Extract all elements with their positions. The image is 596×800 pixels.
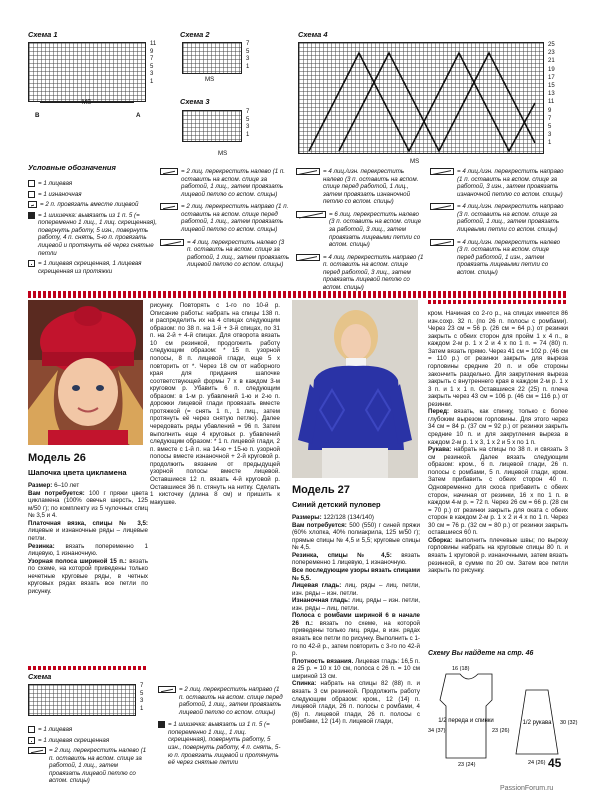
- row-number: 3: [246, 124, 250, 131]
- schema4-row-numbers: [548, 41, 555, 148]
- scheme-reference: Схему Вы найдете на стр. 46: [428, 650, 534, 657]
- schema4-grid: [298, 42, 544, 154]
- model26-title: Модель 26: [28, 452, 86, 464]
- model26-legend: = 1 лицевая = 1 лицевая скрещенная = 2 лиц. перекрестить налево (1 п. оставить на вспом. спице за работой, 1 лиц., затем провязать лицевой петлю со вспом. спицы): [28, 726, 150, 788]
- bobble-symbol-icon: [28, 212, 35, 219]
- row-number: 1: [548, 140, 552, 147]
- page-number: 45: [548, 756, 562, 770]
- schema1-grid: [28, 42, 146, 102]
- knit-symbol-icon: [28, 726, 35, 733]
- model26-divider: [28, 666, 148, 670]
- cross-6-left-icon: [296, 211, 326, 218]
- cross-right-icon: [158, 686, 176, 693]
- schema1-a-label: A: [136, 112, 141, 119]
- model26-schema-title: Схема: [28, 672, 52, 681]
- legend-item: = 2 п. провязать вместе лицевой: [28, 201, 158, 209]
- row-number: 5: [246, 48, 250, 55]
- schema3-row-numbers: [246, 109, 249, 139]
- pattern-pieces-diagram: [424, 662, 578, 770]
- legend-item: = 1 лицевая скрещенная, 1 лицевая скрещенная из протяжки: [28, 260, 158, 275]
- purl-symbol-icon: [28, 191, 35, 198]
- section-divider: [28, 291, 568, 298]
- twisted-knit-symbol-icon: [28, 737, 35, 744]
- row-number: 9: [150, 48, 154, 55]
- cross-left-icon: [28, 747, 46, 754]
- cross-left-icon: [160, 168, 178, 175]
- row-number: 19: [548, 66, 555, 73]
- row-number: 5: [548, 124, 552, 131]
- legend-item: = 1 шишечка: вывязать из 1 п. 5 (= попеременно 1 лиц., 1 лиц. скрещенная), повернуть работу, 5 изн., повернуть работу, 4 п. снять, 5-ю п. провязать лицевой и протянуть её через снятые петли: [28, 212, 158, 257]
- dimension-label: 23 (24): [458, 762, 476, 768]
- dimension-label: 23 (26): [492, 728, 510, 734]
- k2tog-symbol-icon: [28, 201, 37, 208]
- dimension-label: 24 (26): [528, 760, 546, 766]
- cross-4-purl-left-2-icon: [430, 239, 454, 246]
- knit-symbol-icon: [28, 180, 35, 187]
- schema1-b-label: B: [35, 112, 40, 119]
- model27-title: Модель 27: [292, 484, 350, 496]
- schema3-grid: [182, 110, 242, 142]
- model27-divider: [428, 300, 568, 304]
- schema4-ms-label: MS: [410, 158, 420, 165]
- row-number: 5: [150, 63, 154, 70]
- model26-body: рисунку. Повторять с 1-го по 10-й р. Описание работы: набрать на спицы 138 п. и распределить их на 4 спицах следующим образом: по 38 п. на 1-й + 3-й спицах, по 31 п. на 2-й + 4-й спицах. Для отворота вязать 10 см резинкой, продолжить работу следующим образом: * 15 п. узорной полосы, 8 п. лицевой глади, еще 5 х повторить от *. Через 18 см от наборного края для придания шапочке соответствующей формы 7 х в каждом 3-м круговом р. Убавить 6 п. следующим образом: в 1-м р. убавлений 1-ю и 2-ю п. дорожки лицевой глади провязать вместе протяжкой (= снять 1 п., 1 лиц., затем протянуть её через снятую петлю). Далее чередовать ряды убавлений = 96 п. Затем выполнить еще 4 круговых р. убавлений следующим образом: * 1 п. лицевой глади, 2 п. вместе с 1-й п. на 14-ю + 15-ю п. узорной полосы вместе изнаночной + 2-й круговой р. продолжить вязание от предыдущей узорной полосы вместе лицевой. Оставшиеся 12 п. вязать 4-й круговой р. Оставшиеся 36 п. стянуть на нитку. Сделать 1 кисточку (длина 8 см) и пришить к макушке.: [150, 302, 280, 506]
- model26-legend-2: = 2 лиц. перекрестить направо (1 п. оставить на вспом. спице перед работой, 1 лиц., затем провязать лицевой петлю со вспом. спицы) = 1 шишечка: вывязать из 1 п. 5 (= попеременно 1 лиц., 1 лиц. скрещенная), повернуть работу, 5 изн., повернуть работу, 4 п. снять, 5-ю п. провязать лицевой и протянуть её через снятые петли: [158, 686, 283, 770]
- model27-subtitle: Синий детский пуловер: [292, 500, 381, 509]
- child-in-sweater-image: [292, 300, 418, 478]
- legend-right-1: = 4 лиц./изн. перекрестить налево (3 п. оставить на вспом. спице перед работой, 1 лиц., затем провязать изнаночной петлю со вспом. спицы) = 6 лиц. перекрестить налево (3 п. оставить на вспом. спице за работой, 3 лиц., затем провязать лицевыми петли со вспом. спицы) = 4 лиц. перекрестить направо (1 п. оставить на вспом. спице перед работой, 3 лиц., затем провязать лицевой петлю со вспом. спицы): [296, 168, 426, 294]
- pattern-front-back-label: 1/2 переда и спинки: [438, 718, 494, 724]
- cross-4-purl-right-icon: [430, 168, 454, 175]
- row-number: 23: [548, 50, 555, 57]
- row-number: 3: [246, 56, 250, 63]
- row-number: 7: [548, 115, 552, 122]
- girl-in-hat-image: [28, 300, 143, 445]
- row-number: 25: [548, 42, 555, 48]
- row-number: 5: [140, 690, 144, 697]
- schema2-grid: [182, 42, 242, 74]
- cross-4-purl-left-icon: [296, 168, 320, 175]
- schema1-ms-label: MS: [82, 99, 92, 106]
- model26-schema-row-numbers: [140, 683, 143, 713]
- row-number: 1: [246, 131, 250, 138]
- row-number: 7: [246, 41, 250, 47]
- model26-photo: [28, 300, 143, 445]
- model26-specs: Размер: 6–10 лет Вам потребуется: 100 г пряжи цвета цикламена (100% овечья шерсть, 125 м/50 г); по комплекту из 5 чулочных спиц № 3,5 и 4. Платочная вязка, спицы № 3,5: лицевые и изнаночные ряды – лицевые петли. Резинка: вязать попеременно 1 лицевую, 1 изнаночную. Узорная полоса шириной 15 п.: вязать по схеме, на которой приведены только нечетные круговые ряды, в четных круговых рядах вязать все петли по рисунку.: [28, 482, 148, 595]
- cross-4-knit-right-icon: [430, 203, 454, 210]
- model27-photo: [292, 300, 418, 478]
- row-number: 7: [140, 683, 144, 689]
- legend-middle: = 2 лиц. перекрестить налево (1 п. оставить на вспом. спице за работой, 1 лиц., затем провязать лицевой петлю со вспом. спицы) = 2 лиц. перекрестить направо (1 п. оставить на вспом. спице перед работой, 1 лиц., затем провязать лицевой петлю со вспом. спицы) = 4 лиц. перекрестить налево (3 п. оставить на вспом. спице за работой, 1 лиц., затем провязать лицевой петлю со вспом. спицы): [160, 168, 290, 272]
- schema3-ms-label: MS: [218, 150, 228, 157]
- cross-4-left-icon: [160, 239, 184, 246]
- row-number: 21: [548, 58, 555, 65]
- schema2-row-numbers: [246, 41, 249, 71]
- row-number: 9: [548, 107, 552, 114]
- row-number: 1: [150, 78, 154, 85]
- row-number: 17: [548, 74, 555, 81]
- schema2-ms-label: MS: [205, 76, 215, 83]
- legend-list: [28, 180, 158, 278]
- dimension-label: 16 (18): [452, 666, 470, 672]
- cross-right-icon: [160, 203, 178, 210]
- row-number: 7: [246, 109, 250, 115]
- model27-specs: Размеры: 122/128 (134/140) Вам потребуется: 500 (550) г синей пряжи (60% хлопка, 40% полиакрила, 125 м/50 г); прямые спицы № 4,5 и 5,5; круговые спицы № 4,5. Резинка, спицы № 4,5: вязать попеременно 1 лицевую, 1 изнаночную. Все последующие узоры вязать спицами № 5,5. Лицевая гладь: лиц. ряды – лиц. петли, изн. ряды – изн. петли. Изнаночная гладь: лиц. ряды – изн. петли, изн. ряды – лиц. петли. Полоса с ромбами шириной 6 в начале 26 п.: вязать по схеме, на которой приведены только лиц. ряды, в изн. рядах вязать все петли по рисунку. Выполнить с 1-го по 42-й р., затем повторить с 3-го по 42-й р. Плотность вязания. Лицевая гладь: 16,5 п. в 25 р. = 10 х 10 см, полоса с 26 п. = 10 см шириной 13 см. Спинка: набрать на спицы 82 (88) п. и вязать 3 см резинкой. Продолжить работу следующим образом: кром., 12 (14) п. лицевой глади, 26 п. полосы с ромбами, 4 (6) п. лицевой глади, 26 п. полосы с ромбами, 12 (14) п. лицевой глади,: [292, 514, 420, 726]
- twisted-knit-symbol-icon: [28, 260, 35, 267]
- watermark: PassionForum.ru: [500, 785, 554, 792]
- row-number: 3: [150, 71, 154, 78]
- model27-instructions: кром. Начиная со 2-го р., на спицах имеется 86 изн.сохр. 32 п. (по 26 п. полосы с ромбами). Через 23 см = 56 р. (26 см = 64 р.) от резинки закрыть с обеих сторон для пройм 1 х 4 п., в каждом 2-м р. 1 х 2 и 4 х по 1 п. = 74 (80) п. Затем вязать прямо. Через 41 см = 102 р. (46 см = 110 р.) от резинки закрыть для выреза горловины средние 20 п. и обе стороны закончить раздельно. Для закругления выреза закрыть с внутреннего края в каждом 2-м р. 1 х 3 п. и 1 х 1 п. Оставшиеся 22 (25) п. плеча закрыть через 43 см = 106 р. (46 см = 116 р.) от резинки. Перед: вязать, как спинку, только с более глубоким вырезом горловины. Для этого через 34 см = 84 р. (37 см = 92 р.) от резинки закрыть средние 10 п. и для закругления выреза в каждом 2-м р. 1 х 3, 1 х 2 и 5 х по 1 п. Рукава: набрать на спицы по 38 п. и связать 3 см резинкой. Далее вязать следующим образом: кром., 6 п. лицевой глади, 26 п. полосы с ромбами, 5 п. лицевой глади, кром. Затем прибавить с обеих сторон 40 п. Одновременно для скоса прибавить с обеих сторон, начиная от резинки, 16 х по 1 п. в каждом 4-м р. = 72 п. Через 26 см = 66 р. (28 см = 70 р.) от резинки закрыть для оката с обеих сторон в каждом 2-м р. 1 х 2 и 4 х по 1 п. Через 30 см = 76 р. (32 см = 80 р.) от резинки закрыть оставшиеся 60 п. Сборка: выполнить плечевые швы; по вырезу горловины набрать на круговые спицы 80 п. и вязать 1 круговой р. изнаночными, затем вязать резинкой, в сумме по 20 см. Затем все петли закрыть по рисунку.: [428, 310, 568, 575]
- schema4-title: Схема 4: [298, 30, 328, 39]
- dimension-label: 34 (37): [428, 728, 446, 734]
- row-number: 5: [246, 116, 250, 123]
- schema4-diamond-lines: [299, 43, 545, 155]
- pattern-sleeve-label: 1/2 рукава: [522, 720, 552, 726]
- cross-4-right-icon: [296, 254, 320, 261]
- schema1-row-numbers: [150, 41, 156, 87]
- row-number: 13: [548, 91, 555, 98]
- model26-subtitle: Шапочка цвета цикламена: [28, 468, 127, 477]
- legend-title: Условные обозначения: [28, 163, 116, 172]
- row-number: 11: [150, 41, 157, 47]
- schema2-title: Схема 2: [180, 30, 210, 39]
- schema1-title: Схема 1: [28, 30, 58, 39]
- legend-item: = 1 лицевая: [28, 180, 158, 188]
- bobble-symbol-icon: [158, 721, 165, 728]
- row-number: 3: [548, 132, 552, 139]
- row-number: 15: [548, 83, 555, 90]
- row-number: 11: [548, 99, 555, 106]
- legend-right-2: = 4 лиц./изн. перекрестить направо (1 п. оставить на вспом. спице за работой, 3 изн., затем провязать изнаночной петлю со вспом. спицы) = 4 лиц./изн. перекрестить направо (3 п. оставить на вспом. спице за работой, 1 лиц., затем провязать лицевыми петли со вспом. спицы) = 4 лиц./изн. перекрестить налево (3 п. оставить на вспом. спице перед работой, 1 изн., затем провязать лицевыми петли со вспом. спицы): [430, 168, 564, 279]
- row-number: 3: [140, 698, 144, 705]
- row-number: 1: [140, 705, 144, 712]
- model26-schema-grid: [28, 684, 136, 716]
- row-number: 1: [246, 63, 250, 70]
- legend-item: = 1 изнаночная: [28, 191, 158, 199]
- schema3-title: Схема 3: [180, 97, 210, 106]
- dimension-label: 30 (32): [560, 720, 578, 726]
- row-number: 7: [150, 56, 154, 63]
